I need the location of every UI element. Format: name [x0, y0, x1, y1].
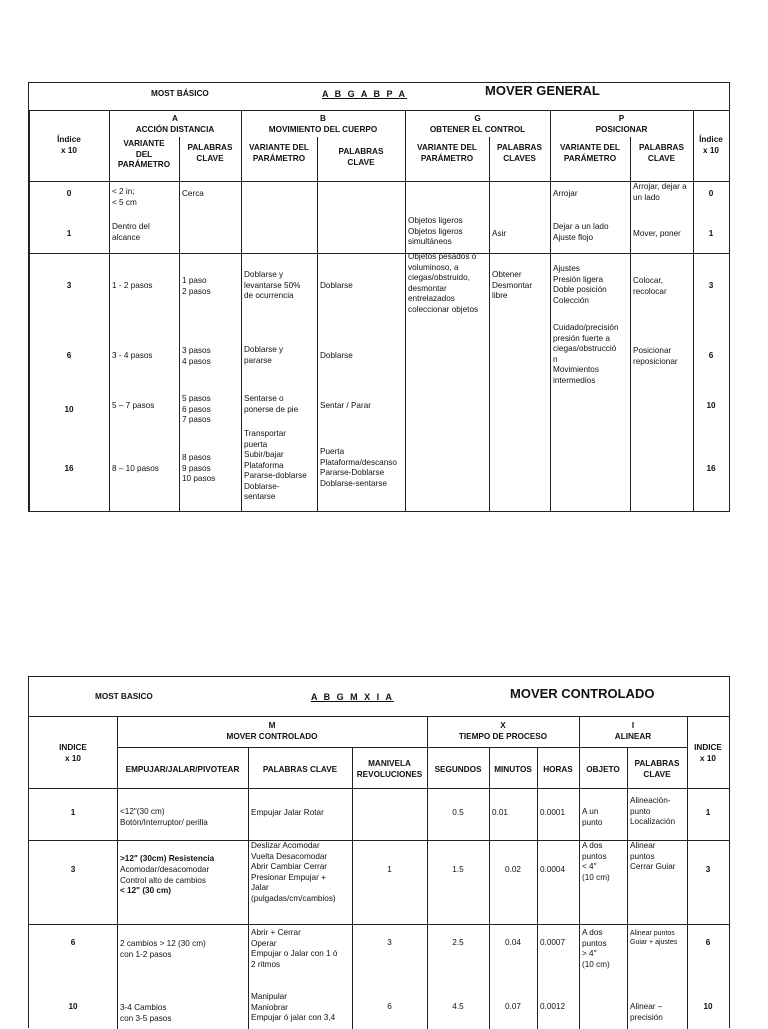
empujar-cell-bold: < 12" (30 cm) — [120, 886, 171, 895]
empujar-cell: 3-4 Cambios con 3-5 pasos — [120, 1003, 172, 1023]
title-most-basico: MOST BASICO — [95, 692, 153, 701]
header-palabras-p: PALABRAS CLAVE — [639, 143, 684, 163]
g-variante-cell: Objetos ligeros Objetos ligeros simultáneos — [408, 216, 463, 246]
indice-right-header: Índice x 10 — [699, 135, 723, 155]
index-left: 6 — [66, 351, 72, 360]
segundos-cell: 1.5 — [452, 865, 464, 874]
segundos-cell: 4.5 — [452, 1002, 464, 1011]
empujar-cell: Acomodar/desacomodar Control alto de cambios — [120, 865, 210, 885]
p-variante-cell: Arrojar — [553, 189, 578, 198]
a-variante-cell: Dentro del alcance — [112, 222, 150, 242]
a-palabras-cell: 1 paso 2 pasos — [182, 276, 211, 296]
index-right: 0 — [708, 189, 714, 198]
p-variante-cell: Ajustes Presión ligera Doble posición Colección — [553, 264, 607, 305]
group-i-header: I ALINEAR — [614, 721, 652, 741]
header-variante-p: VARIANTE DEL PARÁMETRO — [560, 143, 620, 163]
index-left: 3 — [70, 865, 76, 874]
header-segundos: SEGUNDOS — [434, 765, 482, 774]
header-palabras-clave: PALABRAS CLAVE — [262, 765, 338, 774]
b-variante-cell: Doblarse y pararse — [244, 345, 284, 365]
minutos-cell: 0.02 — [505, 865, 521, 874]
palabras-cell: Abrir + Cerrar Operar Empujar o Jalar con 1 ó 2 ritmos — [251, 928, 338, 969]
a-palabras-cell: 5 pasos 6 pasos 7 pasos — [182, 394, 211, 424]
g-variante-cell: Objetos pesados o voluminoso, a ciegas/obstruido, desmontar entrelazados coleccionar objetos — [408, 252, 479, 314]
group-x-header: X TIEMPO DE PROCESO — [458, 721, 548, 741]
header-horas: HORAS — [543, 765, 573, 774]
p-palabras-cell: Colocar, recolocar — [633, 276, 667, 296]
objeto-cell: A dos puntos > 4" (10 cm) — [582, 928, 610, 969]
index-right: 6 — [705, 938, 711, 947]
b-variante-cell: Transportar puerta Subir/bajar Plataforma Pararse-doblarse Doblarse- sentarse — [244, 429, 307, 501]
header-variante-g: VARIANTE DEL PARÁMETRO — [417, 143, 477, 163]
objeto-cell: A dos puntos < 4" (10 cm) — [582, 841, 610, 882]
segundos-cell: 0.5 — [452, 808, 464, 817]
p-variante-cell: Dejar a un lado Ajuste flojo — [553, 222, 609, 242]
palabras-cell: Deslizar Acomodar Vuelta Desacomodar Abrir Cambiar Cerrar Presionar Empujar + Jalar (pulgadas/cm/cambios) — [251, 841, 336, 903]
palabras-cell: Empujar Jalar Rotar — [251, 808, 324, 817]
segundos-cell: 2.5 — [452, 938, 464, 947]
indice-right-header: INDICE x 10 — [694, 743, 722, 763]
a-variante-cell: 5 – 7 pasos — [112, 401, 155, 410]
manivela-cell: 6 — [387, 1002, 392, 1011]
empujar-cell-bold: >12" (30cm) Resistencia — [120, 854, 215, 863]
group-g-header: G OBTENER EL CONTROL — [429, 114, 526, 134]
b-palabras-cell: Puerta Plataforma/descanso Pararse-Doblarse Doblarse-sentarse — [320, 447, 397, 488]
manivela-cell: 3 — [387, 938, 392, 947]
index-left: 10 — [68, 1002, 78, 1011]
header-empujar: EMPUJAR/JALAR/PIVOTEAR — [125, 765, 240, 774]
index-left: 0 — [66, 189, 72, 198]
index-left: 10 — [64, 405, 74, 414]
index-left: 3 — [66, 281, 72, 290]
b-palabras-cell: Doblarse — [320, 281, 353, 290]
index-right: 3 — [705, 865, 711, 874]
group-b-header: B MOVIMIENTO DEL CUERPO — [268, 114, 378, 134]
alinear-palabras-cell: Alinear – precisión — [630, 1002, 663, 1022]
indice-left-header: Índice x 10 — [57, 135, 81, 155]
manivela-cell: 1 — [387, 865, 392, 874]
horas-cell: 0.0001 — [540, 808, 566, 817]
p-palabras-cell: Mover, poner — [633, 229, 681, 238]
horas-cell: 0.0012 — [540, 1002, 566, 1011]
header-variante-b: VARIANTE DEL PARÁMETRO — [249, 143, 309, 163]
table-mover-general — [28, 82, 730, 512]
header-variante-a: VARIANTE DEL PARÁMETRO — [117, 139, 171, 169]
header-palabras-a: PALABRAS CLAVE — [187, 143, 233, 163]
alinear-palabras-cell: Alineación- punto Localización — [630, 796, 676, 826]
objeto-cell: A un punto — [582, 807, 603, 827]
b-palabras-cell: Sentar / Parar — [320, 401, 371, 410]
title-mover-general: MOVER GENERAL — [485, 83, 600, 98]
b-variante-cell: Doblarse y levantarse 50% de ocurrencia — [244, 270, 301, 300]
index-right: 1 — [705, 808, 711, 817]
b-variante-cell: Sentarse o ponerse de pie — [244, 394, 299, 414]
title-most-basico: MOST BÁSICO — [151, 89, 209, 98]
a-palabras-cell: Cerca — [182, 189, 204, 198]
index-right: 1 — [708, 229, 714, 238]
group-p-header: P POSICIONAR — [595, 114, 648, 134]
alinear-palabras-cell: Alinear puntos Cerrar Guiar — [630, 841, 676, 871]
group-a-header: A ACCIÓN DISTANCIA — [135, 114, 215, 134]
g-palabras-cell: Asir — [492, 229, 507, 238]
p-palabras-cell: Arrojar, dejar a un lado — [633, 182, 687, 202]
header-palabras-clave-i: PALABRAS CLAVE — [634, 759, 680, 779]
title-mover-controlado: MOVER CONTROLADO — [510, 686, 655, 701]
minutos-cell: 0.07 — [505, 1002, 521, 1011]
horas-cell: 0.0007 — [540, 938, 566, 947]
header-palabras-b: PALABRAS CLAVE — [338, 147, 384, 167]
sequence-code: A B G M X I A — [311, 692, 394, 702]
header-minutos: MINUTOS — [494, 765, 532, 774]
header-manivela: MANIVELA REVOLUCIONES — [356, 759, 423, 779]
a-palabras-cell: 8 pasos 9 pasos 10 pasos — [182, 453, 216, 483]
a-variante-cell: < 2 in; < 5 cm — [112, 187, 137, 207]
p-palabras-cell: Posicionar reposicionar — [633, 346, 678, 366]
minutos-cell: 0.04 — [505, 938, 521, 947]
g-palabras-cell: Obtener Desmontar libre — [492, 270, 533, 300]
index-left: 1 — [70, 808, 76, 817]
index-right: 3 — [708, 281, 714, 290]
index-right: 6 — [708, 351, 714, 360]
a-variante-cell: 8 – 10 pasos — [112, 464, 159, 473]
alinear-palabras-cell: Alinear puntos Guiar + ajustes — [630, 930, 678, 946]
p-variante-cell: Cuidado/precisión presión fuerte a ciegas/obstrucció n Movimientos intermedios — [553, 323, 619, 385]
index-right: 10 — [703, 1002, 713, 1011]
table-mover-controlado — [28, 676, 730, 1028]
b-palabras-cell: Doblarse — [320, 351, 353, 360]
indice-left-header: INDICE x 10 — [59, 743, 87, 763]
a-variante-cell: 3 - 4 pasos — [112, 351, 153, 360]
index-left: 16 — [64, 464, 74, 473]
empujar-cell: 2 cambios > 12 (30 cm) con 1-2 pasos — [120, 939, 206, 959]
group-m-header: M MOVER CONTROLADO — [226, 721, 318, 741]
sequence-code: A B G A B P A — [322, 89, 408, 99]
index-right: 16 — [706, 464, 716, 473]
minutos-cell: 0.01 — [492, 808, 508, 817]
a-variante-cell: 1 - 2 pasos — [112, 281, 153, 290]
header-objeto: OBJETO — [586, 765, 620, 774]
index-left: 1 — [66, 229, 72, 238]
empujar-cell: <12"(30 cm) Botón/Interruptor/ perilla — [120, 807, 208, 827]
horas-cell: 0.0004 — [540, 865, 566, 874]
a-palabras-cell: 3 pasos 4 pasos — [182, 346, 211, 366]
index-left: 6 — [70, 938, 76, 947]
header-palabras-g: PALABRAS CLAVES — [497, 143, 542, 163]
index-right: 10 — [706, 401, 716, 410]
palabras-cell: Manipular Maniobrar Empujar ó jalar con 3,4 — [251, 992, 336, 1022]
